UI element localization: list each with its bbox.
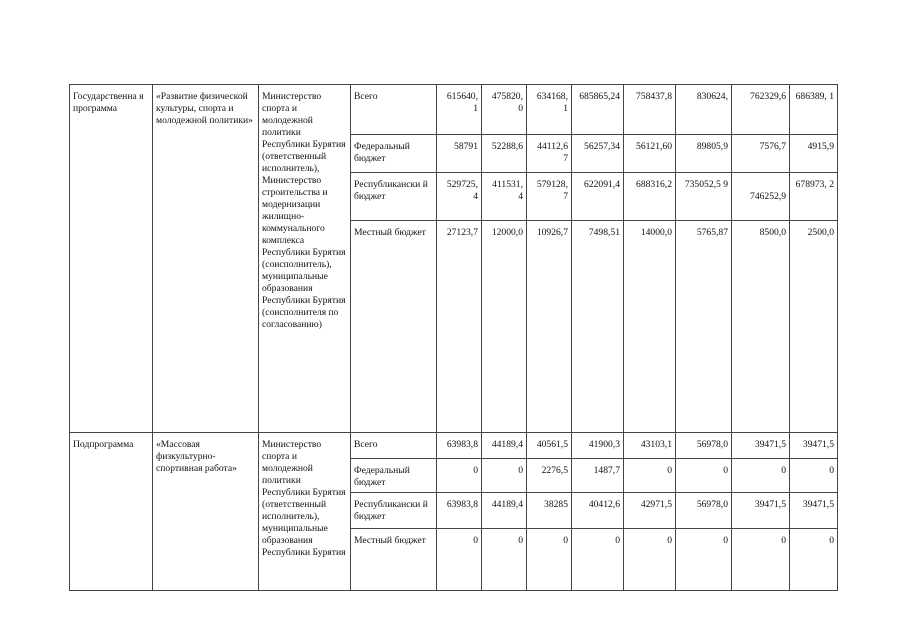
value-cell: 686389, 1 <box>790 85 838 135</box>
funding-source-cell: Местный бюджет <box>351 529 437 591</box>
value-cell: 0 <box>732 459 790 493</box>
value-cell: 12000,0 <box>482 221 527 433</box>
value-cell: 43103,1 <box>624 433 676 459</box>
executors-cell: Министерство спорта и молодежной политики Республики Бурятия (ответственный исполнитель), муниципальные образования Республики Бурятия <box>259 433 351 591</box>
table-row <box>70 433 838 459</box>
value-cell: 63983,8 <box>437 493 482 529</box>
value-cell: 40412,6 <box>572 493 624 529</box>
value-cell: 44189,4 <box>482 493 527 529</box>
value-cell: 7498,51 <box>572 221 624 433</box>
value-cell: 622091,4 <box>572 173 624 221</box>
value-cell: 38285 <box>527 493 572 529</box>
value-cell: 0 <box>572 529 624 591</box>
value-cell: 63983,8 <box>437 433 482 459</box>
value-cell: 758437,8 <box>624 85 676 135</box>
funding-source-cell: Местный бюджет <box>351 221 437 433</box>
funding-source-cell: Республикански й бюджет <box>351 493 437 529</box>
value-cell: 529725, 4 <box>437 173 482 221</box>
value-cell: 2276,5 <box>527 459 572 493</box>
value-cell: 44189,4 <box>482 433 527 459</box>
value-cell: 475820, 0 <box>482 85 527 135</box>
value-cell: 0 <box>790 529 838 591</box>
value-cell: 0 <box>527 529 572 591</box>
value-cell: 735052,5 9 <box>676 173 732 221</box>
funding-source-cell: Всего <box>351 85 437 135</box>
value-cell: 89805,9 <box>676 135 732 173</box>
value-cell: 0 <box>676 529 732 591</box>
value-cell: 0 <box>790 459 838 493</box>
value-cell: 42971,5 <box>624 493 676 529</box>
value-cell: 0 <box>437 459 482 493</box>
value-cell: 0 <box>482 529 527 591</box>
value-cell: 8500,0 <box>732 221 790 433</box>
value-cell: 0 <box>482 459 527 493</box>
value-cell: 58791 <box>437 135 482 173</box>
value-cell: 830624, <box>676 85 732 135</box>
value-cell: 746252,9 <box>732 173 790 221</box>
value-cell: 4915,9 <box>790 135 838 173</box>
program-name-cell: «Развитие физической культуры, спорта и молодежной политики» <box>153 85 259 433</box>
value-cell: 0 <box>732 529 790 591</box>
value-cell: 411531, 4 <box>482 173 527 221</box>
value-cell: 14000,0 <box>624 221 676 433</box>
value-cell: 0 <box>624 459 676 493</box>
value-cell: 56121,60 <box>624 135 676 173</box>
value-cell: 579128, 7 <box>527 173 572 221</box>
value-cell: 685865,24 <box>572 85 624 135</box>
budget-table <box>69 84 838 591</box>
value-cell: 762329,6 <box>732 85 790 135</box>
funding-source-cell: Федеральный бюджет <box>351 135 437 173</box>
value-cell: 634168, 1 <box>527 85 572 135</box>
program-level-cell: Государственна я программа <box>70 85 153 433</box>
subprogram-name-cell: «Массовая физкультурно-спортивная работа» <box>153 433 259 591</box>
value-cell: 56257,34 <box>572 135 624 173</box>
value-cell: 56978,0 <box>676 433 732 459</box>
value-cell: 0 <box>437 529 482 591</box>
value-cell: 39471,5 <box>732 433 790 459</box>
value-cell: 2500,0 <box>790 221 838 433</box>
value-cell: 7576,7 <box>732 135 790 173</box>
subprogram-level-cell: Подпрограмма <box>70 433 153 591</box>
value-cell: 0 <box>624 529 676 591</box>
executors-cell: Министерство спорта и молодежной политики Республики Бурятия (ответственный исполнитель), Министерство строительства и модернизации жилищно-коммунального комплекса Республики Бурятия (соисполнитель), муниципальные образования Республики Бурятия (соисполнителя по согласованию) <box>259 85 351 433</box>
funding-source-cell: Всего <box>351 433 437 459</box>
table-row <box>70 85 838 135</box>
value-cell: 1487,7 <box>572 459 624 493</box>
value-cell: 39471,5 <box>790 433 838 459</box>
value-cell: 52288,6 <box>482 135 527 173</box>
funding-source-cell: Федеральный бюджет <box>351 459 437 493</box>
value-cell: 10926,7 <box>527 221 572 433</box>
value-cell: 56978,0 <box>676 493 732 529</box>
value-cell: 615640, 1 <box>437 85 482 135</box>
value-cell: 688316,2 <box>624 173 676 221</box>
value-cell: 40561,5 <box>527 433 572 459</box>
value-cell: 27123,7 <box>437 221 482 433</box>
value-cell: 0 <box>676 459 732 493</box>
value-cell: 41900,3 <box>572 433 624 459</box>
funding-source-cell: Республикански й бюджет <box>351 173 437 221</box>
value-cell: 39471,5 <box>790 493 838 529</box>
value-cell: 39471,5 <box>732 493 790 529</box>
value-cell: 678973, 2 <box>790 173 838 221</box>
value-cell: 44112,6 7 <box>527 135 572 173</box>
value-cell: 5765,87 <box>676 221 732 433</box>
